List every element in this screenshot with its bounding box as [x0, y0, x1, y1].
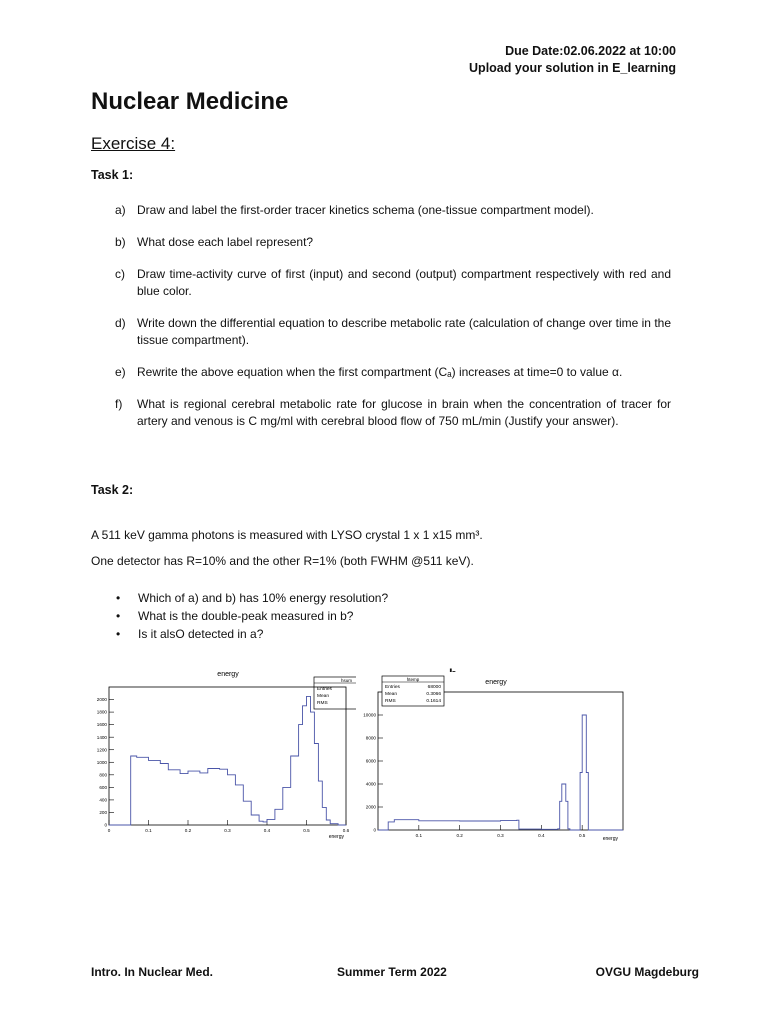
plot-b-stats-label: Mean [385, 692, 397, 697]
y-tick-label: 800 [99, 772, 107, 778]
x-tick-label: 0.2 [184, 828, 192, 833]
x-tick-label: 0 [107, 828, 111, 833]
item-label: e) [115, 365, 126, 379]
plot-b-stats-value: 0.1614 [426, 699, 441, 704]
bullet-item [116, 607, 388, 625]
item-text: Draw and label the first-order tracer kinetics schema (one-tissue compartment model). [137, 203, 594, 217]
item-text: Write down the differential equation to describe metabolic rate (calculation of change over time in the tissue compartment). [137, 316, 671, 347]
y-tick-label: 2000 [96, 697, 107, 703]
task2-para2: One detector has R=10% and the other R=1% (both FWHM @511 keV). [91, 554, 474, 568]
task1-item [91, 364, 671, 381]
y-tick-label: 0 [104, 822, 107, 828]
task2-heading: Task 2: [91, 483, 134, 497]
x-tick-label: 0.6 [342, 828, 350, 833]
item-label: a) [115, 203, 126, 217]
plot-b-stats-label: Entries [385, 685, 400, 690]
y-tick-label: 4000 [365, 781, 376, 787]
task1-item [91, 202, 671, 219]
item-label: f) [115, 397, 123, 411]
upload-note: Upload your solution in E_learning [469, 61, 676, 75]
item-text: What is regional cerebral metabolic rate for glucose in brain when the concentration of tracer for artery and venous is C mg/ml with cerebral blood flow of 750 mL/min (Justify your answer). [137, 397, 671, 428]
bullet-text: Is it alsO detected in a? [138, 627, 264, 641]
plot-b-stats-label: RMS [385, 699, 396, 704]
bullet-dot-icon: • [116, 591, 121, 605]
plot-a-stats-label: RMS [317, 701, 328, 706]
y-tick-label: 1400 [96, 734, 107, 740]
bullet-dot-icon: • [116, 609, 121, 623]
item-text: Rewrite the above equation when the first compartment (Cₐ) increases at time=0 to value α. [137, 365, 623, 379]
y-tick-label: 1800 [96, 709, 107, 715]
item-label: b) [115, 235, 126, 249]
plot-b-title: energy [485, 679, 507, 686]
y-tick-label: 2000 [365, 804, 376, 810]
plot-b-stats-value: 0.3066 [426, 692, 441, 697]
item-text: Draw time-activity curve of first (input) and second (output) compartment respectively with red and blue color. [137, 267, 671, 298]
footer-left: Intro. In Nuclear Med. [91, 965, 214, 979]
bullet-dot-icon: • [116, 627, 121, 641]
task1-item [91, 234, 671, 251]
due-block [469, 43, 676, 77]
plot-b-stats-value: 68000 [427, 685, 441, 690]
plot-a-stats-header: hsum [340, 678, 352, 683]
bullet-item [116, 625, 388, 643]
item-label: c) [115, 267, 125, 281]
exercise-title: Exercise 4: [91, 134, 176, 153]
y-tick-label: 1000 [96, 759, 107, 765]
due-date: Due Date:02.06.2022 at 10:00 [505, 44, 676, 58]
item-text: What dose each label represent? [137, 235, 314, 249]
task1-item [91, 266, 671, 300]
y-tick-label: 200 [99, 810, 107, 816]
plot-b-chart [356, 672, 626, 844]
plot-a-stats-label: Mean [317, 694, 329, 699]
footer-center: Summer Term 2022 [337, 965, 447, 979]
x-tick-label: 0.2 [456, 833, 463, 838]
plot-a-chart [90, 668, 360, 846]
y-tick-label: 0 [373, 827, 376, 833]
task1-item [91, 315, 671, 349]
y-tick-label: 8000 [365, 735, 376, 741]
task1-heading: Task 1: [91, 168, 134, 182]
task1-list [91, 202, 671, 445]
task2-bullets [116, 589, 388, 643]
plot-a-title: energy [217, 671, 239, 678]
task1-item [91, 396, 671, 430]
plot-b-stats-box [382, 676, 444, 706]
x-tick-label: 0.4 [538, 833, 545, 838]
y-tick-label: 6000 [365, 758, 376, 764]
bullet-item [116, 589, 388, 607]
x-tick-label: 0.5 [303, 828, 310, 833]
item-label: d) [115, 316, 126, 330]
x-tick-label: 0.3 [224, 828, 231, 833]
y-tick-label: 1200 [96, 747, 107, 753]
x-tick-label: 0.1 [145, 828, 152, 833]
y-tick-label: 10000 [363, 712, 376, 718]
task2-para1: A 511 keV gamma photons is measured with LYSO crystal 1 x 1 x15 mm³. [91, 528, 483, 542]
y-tick-label: 1600 [96, 722, 107, 728]
plot-a-stats-box [314, 677, 358, 709]
x-tick-label: 0.5 [578, 833, 586, 838]
x-tick-label: 0.4 [263, 828, 271, 833]
footer-right: OVGU Magdeburg [595, 965, 699, 979]
x-tick-label: 0.1 [415, 833, 423, 838]
bullet-text: Which of a) and b) has 10% energy resolution? [138, 591, 389, 605]
bullet-text: What is the double-peak measured in b? [138, 609, 354, 623]
plot-b-xlabel: energy [602, 836, 618, 842]
plot-a-stats-label: Entries [317, 687, 332, 692]
plot-a-xlabel: energy [328, 834, 344, 840]
x-tick-label: 0.3 [497, 833, 504, 838]
plot-b-stats-header: htemp [406, 677, 420, 682]
page-title: Nuclear Medicine [91, 88, 289, 115]
y-tick-label: 600 [99, 784, 107, 790]
y-tick-label: 400 [99, 797, 107, 803]
